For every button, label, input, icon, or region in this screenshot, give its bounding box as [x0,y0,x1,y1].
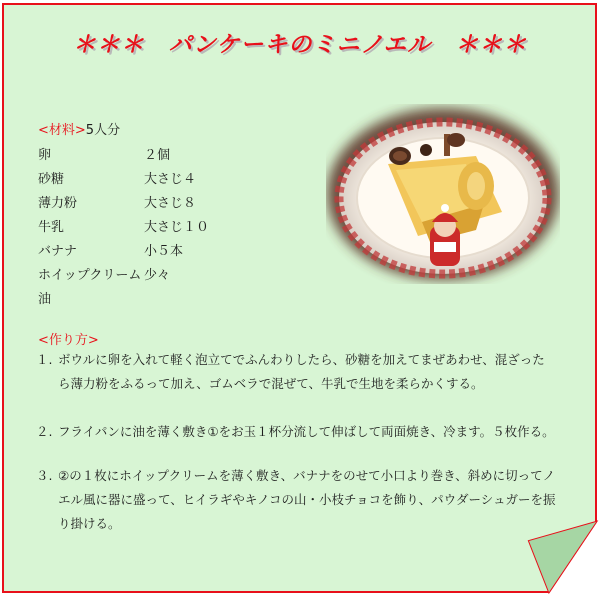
step-text: ボウルに卵を入れて軽く泡立てでふんわりしたら、砂糖を加えてまぜあわせ、混ざったら薄力粉をふるって加え、ゴムベラで混ぜて、牛乳で生地を柔らかくする。 [58,352,545,391]
step-item [36,348,556,396]
servings: 5人分 [85,123,121,138]
materials-header [38,119,120,138]
method-header: <作り方> [38,333,99,348]
ingredient-name: バナナ [38,244,78,259]
step-text: フライパンに油を薄く敷き①をお玉１杯分流して伸ばして両面焼き、冷ます。５枚作る。 [58,424,555,439]
ingredient-name: 砂糖 [38,172,65,187]
recipe-title: ＊＊＊ パンケーキのミニノエル ＊＊＊ [72,32,528,58]
ingredient-name: 油 [38,292,52,307]
step-number: １. [36,352,53,367]
ingredient-name: 薄力粉 [38,196,78,211]
ingredient-qty: 大さじ８ [144,196,197,211]
materials-label: <材料> [38,123,86,138]
ingredient-name: ホイップクリーム [38,268,142,283]
pancake-noel-photo [326,104,560,284]
ingredient-name: 卵 [38,148,52,163]
ingredient-qty: ２個 [144,148,171,163]
ingredient-qty: 大さじ４ [144,172,197,187]
ingredient-qty: 少々 [144,268,171,283]
step-item [36,464,556,536]
step-item [36,420,556,444]
ingredient-name: 牛乳 [38,220,65,235]
step-number: ２. [36,424,53,439]
ingredient-qty: 大さじ１０ [144,220,210,235]
step-number: ３. [36,468,53,483]
step-text: ②の１枚にホイップクリームを薄く敷き、バナナをのせて小口より巻き、斜めに切ってノエル風に器に盛って、ヒイラギやキノコの山・小枝チョコを飾り、パウダーシュガーを振り掛ける。 [58,468,556,531]
ingredient-qty: 小５本 [144,244,184,259]
